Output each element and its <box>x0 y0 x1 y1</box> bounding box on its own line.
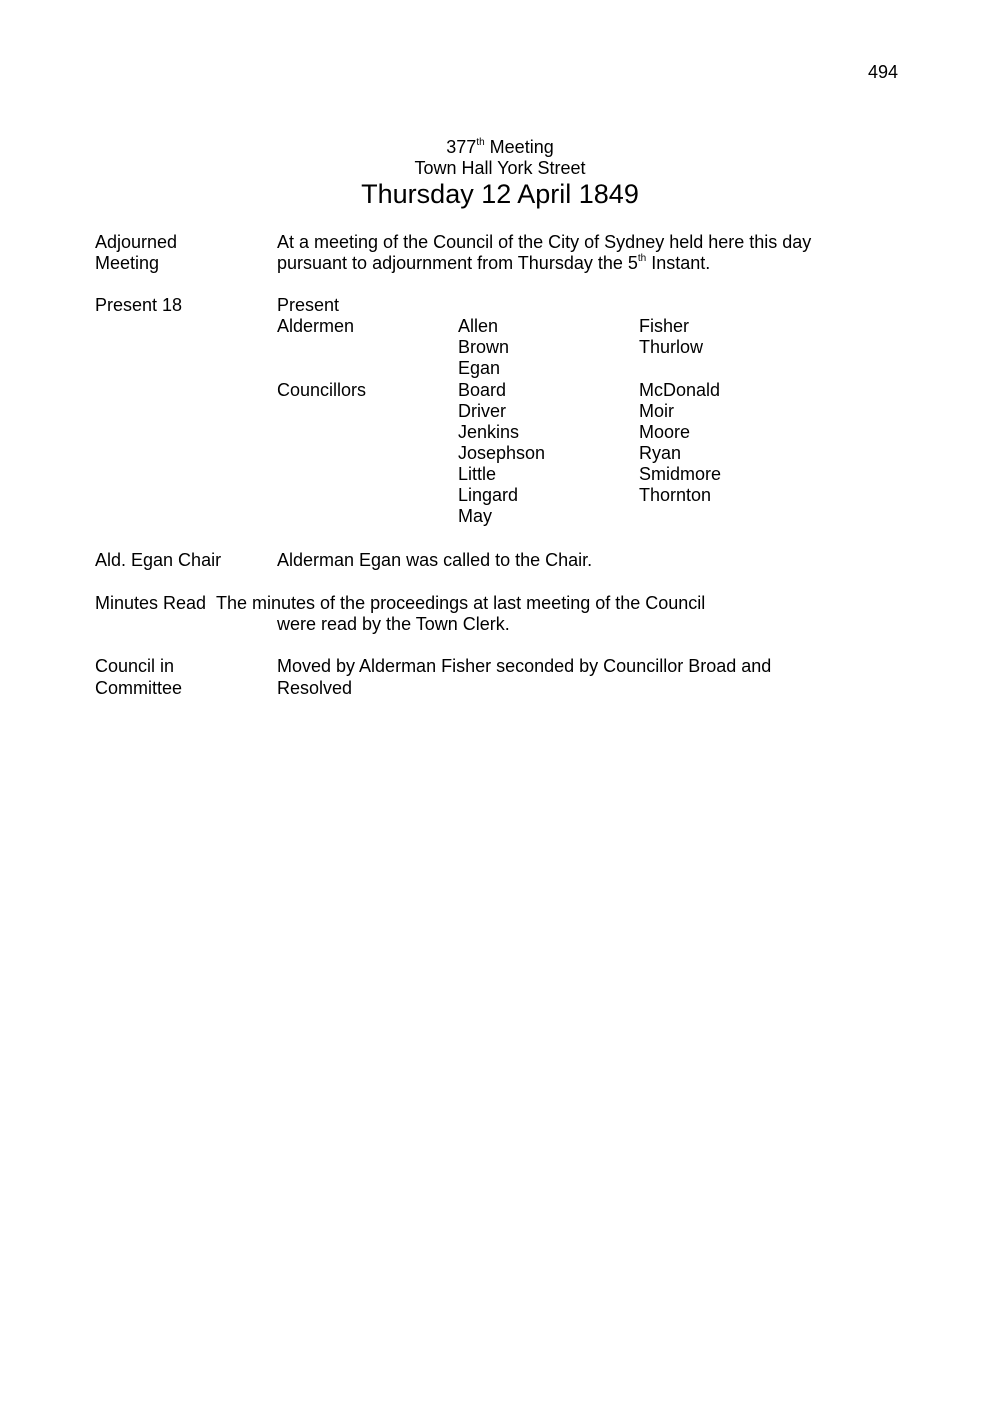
aldermen-column-2 <box>639 316 703 358</box>
councillor-name: Driver <box>458 401 506 421</box>
meeting-date: Thursday 12 April 1849 <box>361 179 639 209</box>
margin-note-minutes: Minutes Read <box>95 593 207 613</box>
page-number: 494 <box>868 62 899 82</box>
aldermen-column-1 <box>458 316 509 379</box>
aldermen-label: Aldermen <box>277 316 355 336</box>
councillor-name: Jenkins <box>458 422 520 442</box>
margin-note-meeting: Meeting <box>95 253 160 273</box>
minutes-text-line1: The minutes of the proceedings at last meeting of the Council <box>216 593 706 613</box>
alderman-name: Allen <box>458 316 499 336</box>
councillor-name: Smidmore <box>639 464 722 484</box>
councillor-name: Moore <box>639 422 691 442</box>
councillor-name: Ryan <box>639 443 682 463</box>
margin-note-council-in: Council in <box>95 656 175 676</box>
adjourned-text-line2: pursuant to adjournment from Thursday the 5th Instant. <box>277 253 711 273</box>
margin-note-committee: Committee <box>95 678 183 698</box>
councillor-name: Lingard <box>458 485 519 505</box>
councillor-name: Josephson <box>458 443 546 463</box>
margin-note-chair: Ald. Egan Chair <box>95 550 222 570</box>
alderman-name: Egan <box>458 358 501 378</box>
chair-text: Alderman Egan was called to the Chair. <box>277 550 593 570</box>
margin-note-adjourned: Adjourned <box>95 232 178 252</box>
councillor-name: McDonald <box>639 380 721 400</box>
councillors-column-2 <box>639 380 721 506</box>
alderman-name: Fisher <box>639 316 690 336</box>
minutes-text-line2: were read by the Town Clerk. <box>277 614 510 634</box>
meeting-number: 377th Meeting <box>446 137 554 157</box>
councillors-column-1 <box>458 380 545 527</box>
committee-text-line1: Moved by Alderman Fisher seconded by Councillor Broad and <box>277 656 772 676</box>
present-heading: Present <box>277 295 340 315</box>
margin-note-present: Present 18 <box>95 295 183 315</box>
meeting-location: Town Hall York Street <box>414 158 586 178</box>
councillor-name: Board <box>458 380 507 400</box>
councillors-label: Councillors <box>277 380 367 400</box>
councillor-name: Moir <box>639 401 674 421</box>
councillor-name: May <box>458 506 493 526</box>
councillor-name: Little <box>458 464 497 484</box>
adjourned-text-line1: At a meeting of the Council of the City of Sydney held here this day <box>277 232 812 252</box>
alderman-name: Brown <box>458 337 510 357</box>
alderman-name: Thurlow <box>639 337 704 357</box>
committee-text-line2: Resolved <box>277 678 353 698</box>
councillor-name: Thornton <box>639 485 712 505</box>
